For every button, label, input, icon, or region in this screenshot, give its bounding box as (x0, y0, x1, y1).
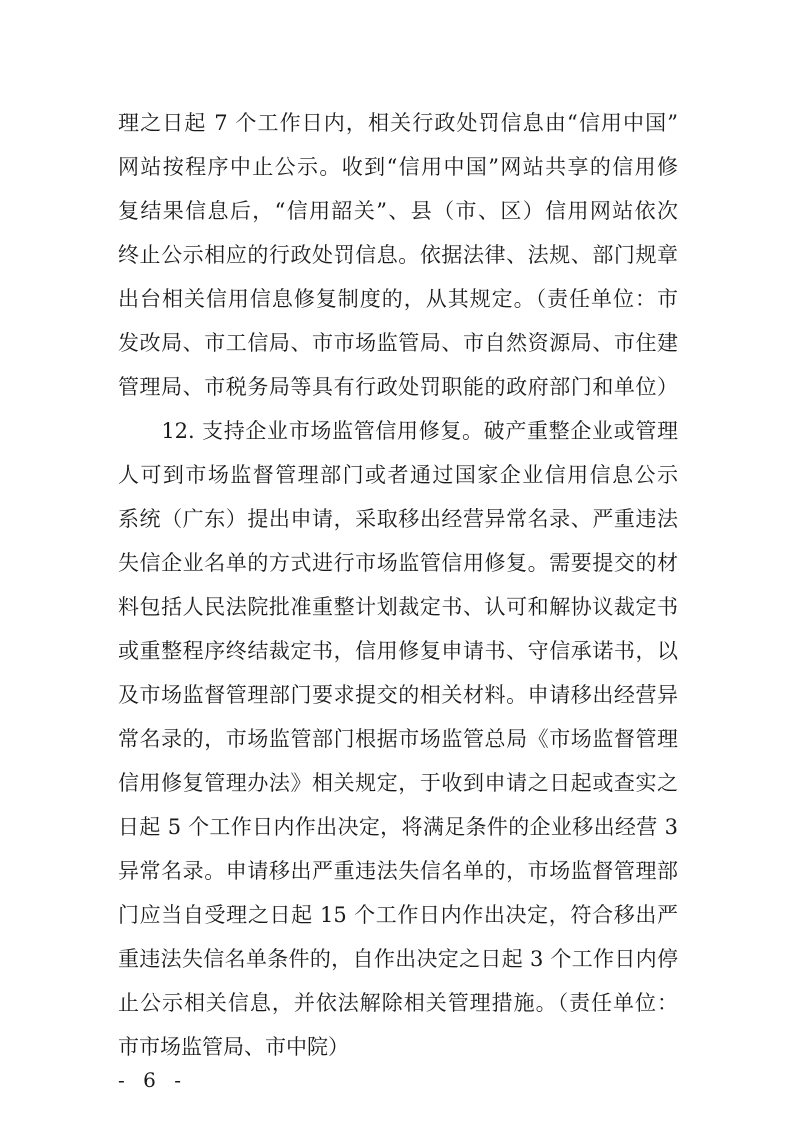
text-line: 失信企业名单的方式进行市场监管信用修复。需要提交的材 (118, 551, 678, 575)
text-line: 出台相关信用信息修复制度的，从其规定。（责任单位：市 (118, 287, 678, 311)
text-line: 系统（广东）提出申请，采取移出经营异常名录、严重违法 (118, 507, 678, 531)
text-line: 止公示相关信息，并依法解除相关管理措施。（责任单位： (118, 991, 678, 1015)
page-number: - 6 - (118, 1068, 187, 1092)
text-line: 复结果信息后，“信用韶关”、县（市、区）信用网站依次 (118, 199, 678, 223)
text-line: 常名录的，市场监管部门根据市场监管总局《市场监督管理 (118, 727, 678, 751)
text-line: 市市场监管局、市中院） (118, 1035, 349, 1059)
text-line: 料包括人民法院批准重整计划裁定书、认可和解协议裁定书 (118, 595, 678, 619)
text-line: 及市场监督管理部门要求提交的相关材料。申请移出经营异 (118, 683, 678, 707)
text-line: 异常名录。申请移出严重违法失信名单的，市场监督管理部 (118, 859, 678, 883)
text-line: 信用修复管理办法》相关规定，于收到申请之日起或查实之 (118, 771, 678, 795)
text-line: 日起 5 个工作日内作出决定，将满足条件的企业移出经营 3 (118, 815, 678, 839)
text-line: 重违法失信名单条件的，自作出决定之日起 3 个工作日内停 (118, 947, 678, 971)
text-line: 理之日起 7 个工作日内，相关行政处罚信息由“信用中国” (118, 111, 678, 135)
text-line: 管理局、市税务局等具有行政处罚职能的政府部门和单位） (118, 375, 678, 399)
text-line: 终止公示相应的行政处罚信息。依据法律、法规、部门规章 (118, 243, 678, 267)
text-line: 网站按程序中止公示。收到“信用中国”网站共享的信用修 (118, 155, 678, 179)
text-line: 门应当自受理之日起 15 个工作日内作出决定，符合移出严 (118, 903, 678, 927)
text-line: 人可到市场监督管理部门或者通过国家企业信用信息公示 (118, 463, 678, 487)
text-line: 12. 支持企业市场监管信用修复。破产重整企业或管理 (118, 419, 678, 443)
text-line: 或重整程序终结裁定书，信用修复申请书、守信承诺书，以 (118, 639, 678, 663)
text-line: 发改局、市工信局、市市场监管局、市自然资源局、市住建 (118, 331, 678, 355)
